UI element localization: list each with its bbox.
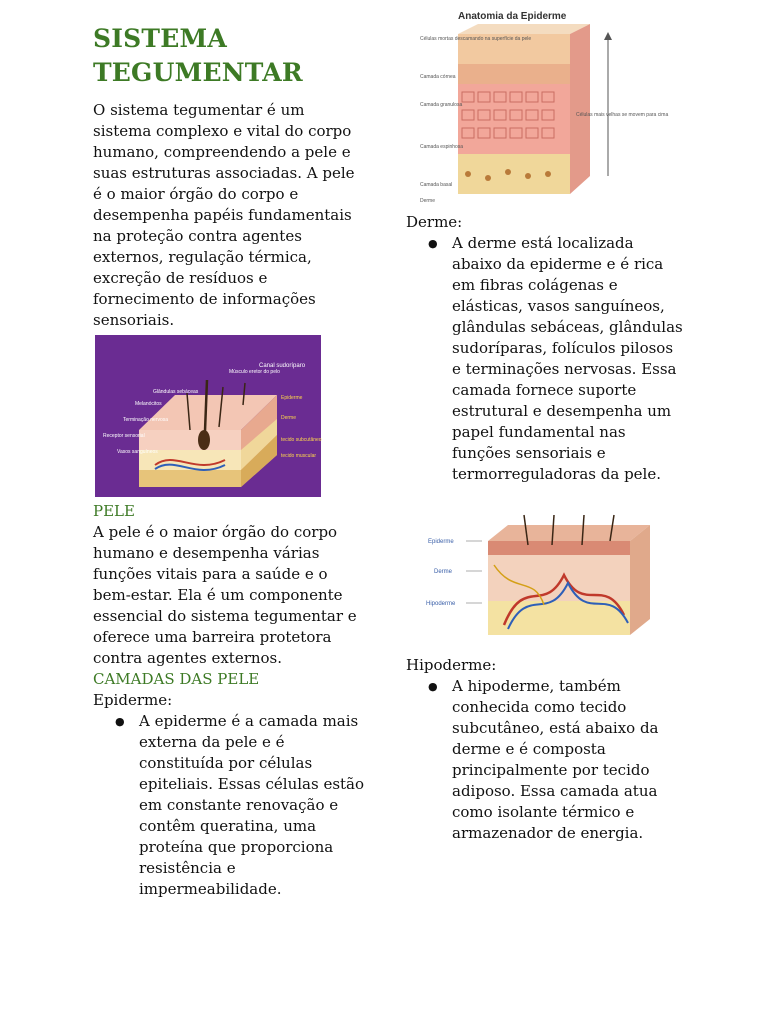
skin-label-derme: Derme	[281, 415, 297, 421]
right-column	[406, 6, 686, 844]
epi-label-cornea: Camada córnea	[420, 74, 456, 80]
hipoderme-label: Hipoderme:	[406, 656, 497, 674]
pele-paragraph: A pele é o maior órgão do corpo humano e desempenha várias funções vitais para a saúde e o bem-estar. Ela é um componente essencial do sistema tegumentar e oferece uma barreira protetora contra agentes externos.	[93, 523, 357, 667]
skin-label-epiderme: Epiderme	[281, 395, 303, 401]
skin-label-muscular: tecido muscular	[281, 453, 317, 459]
hipoderme-bullet: ● A hipoderme, também conhecida como tecido subcutâneo, está abaixo da derme e é composta principalmente por tecido adiposo. Essa camada atua como isolante térmico e armazenador de energia.	[452, 676, 686, 844]
skin-label-glandulas: Glândulas sebáceas	[153, 389, 199, 395]
skin-label-subcutaneo: tecido subcutâneo	[281, 437, 322, 443]
epi-label-espinhosa: Camada espinhosa	[420, 144, 464, 150]
skin-layers-figure	[424, 515, 674, 645]
page-title	[93, 22, 365, 90]
epiderme-label: Epiderme:	[93, 691, 173, 709]
epidermis-figure	[418, 6, 669, 208]
left-column	[93, 22, 365, 900]
layer-label-derme: Derme	[434, 569, 453, 575]
epi-label-movem: Células mais velhas se movem para cima	[576, 112, 669, 118]
camadas-heading: CAMADAS DAS PELE	[93, 670, 260, 688]
derme-bullet: ● A derme está localizada abaixo da epiderme e é rica em fibras colágenas e elásticas, vasos sanguíneos, glândulas sebáceas, glândulas sudoríparas, folículos pilosos e terminações nervosas. Essa camada fornece suporte estrutural e desempenha um papel fundamental nas funções sensoriais e termorreguladoras da pele.	[452, 233, 686, 485]
skin-label-melanocitos: Melanócitos	[135, 401, 162, 407]
epi-label-granulosa: Camada granulosa	[420, 102, 463, 108]
skin-diagram-figure	[95, 335, 321, 497]
epi-label-derme: Derme	[420, 198, 436, 204]
layer-label-hipoderme: Hipoderme	[426, 601, 456, 607]
epidermis-title: Anatomia da Epiderme	[458, 11, 567, 22]
title-line-1: SISTEMA	[93, 24, 227, 53]
hipoderme-list	[406, 676, 686, 844]
layer-label-epiderme: Epiderme	[428, 539, 454, 545]
epi-label-mortas: Células mortas descamando na superfície da pele	[420, 36, 532, 42]
epi-label-basal: Camada basal	[420, 182, 453, 188]
skin-label-musculo: Músculo eretor do pelo	[229, 369, 280, 375]
intro-paragraph: O sistema tegumentar é um sistema complexo e vital do corpo humano, compreendendo a pele e suas estruturas associadas. A pele é o maior órgão do corpo e desempenha papéis fundamentais na proteção contra agentes externos, regulação térmica, excreção de resíduos e fornecimento de informações sensoriais.	[93, 101, 355, 329]
skin-label-vasos: Vasos sanguíneos	[117, 449, 158, 455]
title-line-2: TEGUMENTAR	[93, 58, 303, 87]
skin-label-receptor: Receptor sensorial	[103, 433, 145, 439]
pele-heading: PELE	[93, 502, 135, 520]
skin-label-canal: Canal sudoríparo	[259, 363, 306, 369]
epiderme-bullet: ● A epiderme é a camada mais externa da pele e é constituída por células epiteliais. Essas células estão em constante renovação e contêm queratina, uma proteína que proporciona resistência e impermeabilidade.	[139, 711, 365, 900]
skin-label-terminacao: Terminação nervosa	[123, 417, 169, 423]
derme-label: Derme:	[406, 213, 463, 231]
epiderme-list	[93, 711, 365, 900]
derme-list	[406, 233, 686, 485]
